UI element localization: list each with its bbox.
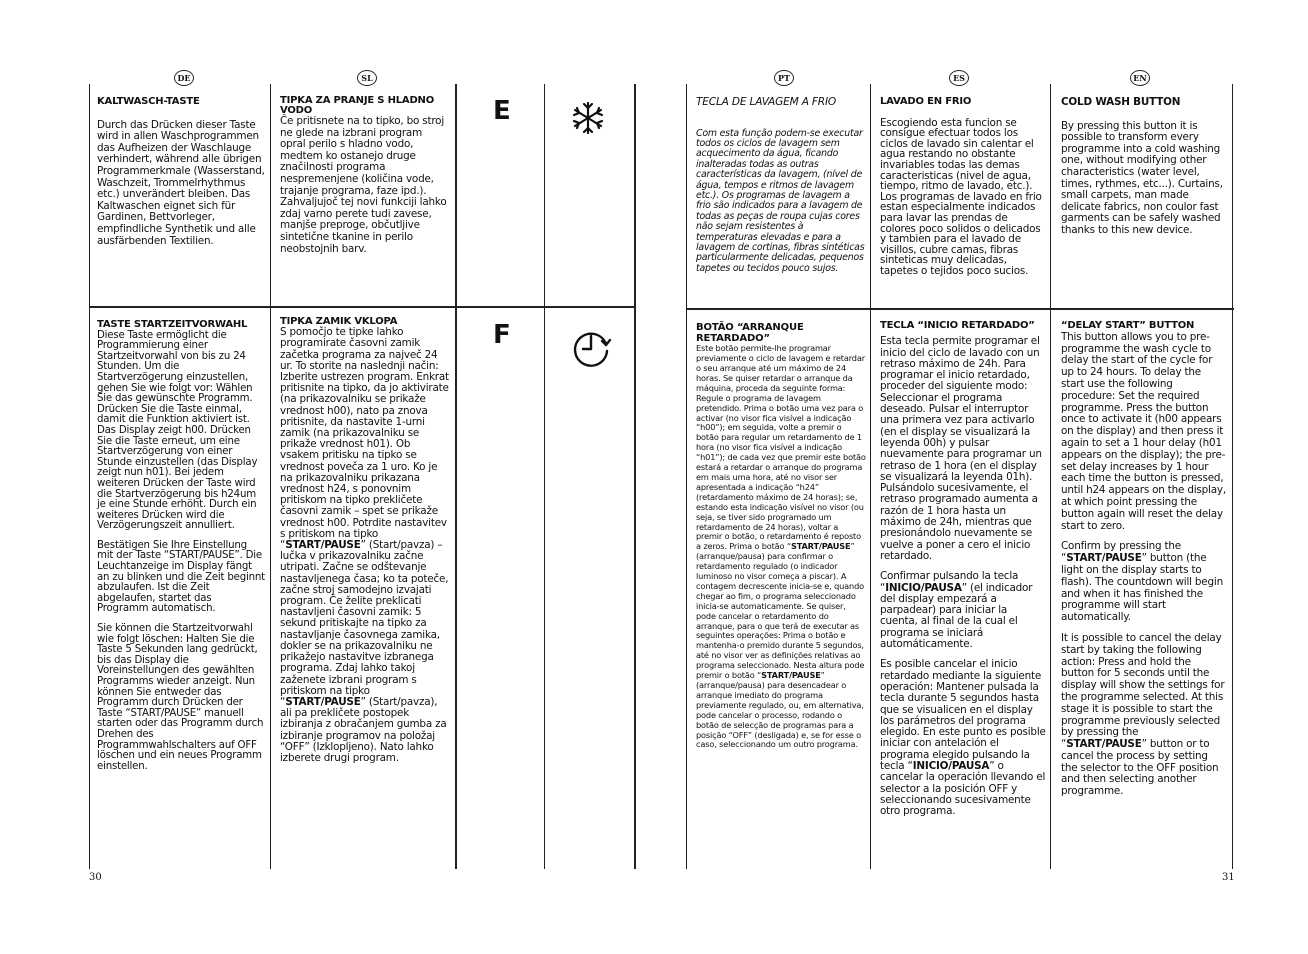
- de-delay-title: TASTE STARTZEITVORWAHL: [97, 319, 248, 330]
- sl-delay-text-c: ” (Start/pavza), ali pa prekličete postopek izbiranja z obračanjem gumba za izbiranje programov na položaj “OFF” (Izklopljeno). Nato lahko izberete drugi program.: [280, 695, 447, 764]
- pt-delay-text-a: Este botão permite-lhe programar previamente o ciclo de lavagem e retardar o seu arranque até um máximo de 24 horas. Se quiser retardar o arranque da máquina, proceda da seguinte forma: Regule o programa de lavagem pretendido. Prima o botão uma vez para o activar (no visor fica visível a indicação “h00”); em seguida, volte a premir o botão para regular um retardamento de 1 hora (no visor fica visível a indicação “h01”); de cada vez que premir este botão estará a retardar o arranque do programa em mais uma hora, até no visor ser apresentada a indicação “h24” (retardamento máximo de 24 horas); se, estando esta indicação visível no visor (ou seja, se tiver sido programado um retardamento de 24 horas), voltar a premir o botão, o retardamento é reposto a zeros. Prima o botão “: [696, 343, 866, 552]
- lang-badge-pt: PT: [774, 70, 794, 86]
- pt-start-pause-2: START/PAUSE: [761, 670, 821, 681]
- sl-cold-section: [280, 96, 450, 264]
- es-delay-p3: [880, 659, 1046, 817]
- pt-delay-text-c: ” (arranque/pausa) para desencadear o arranque imediato do programa previamente regulado, ou, em alternativa, pode cancelar o processo, rodando o botão de selecção de programas para a posição “OFF” (desligada) e, se for esse o caso, seleccionando um outro programa.: [696, 670, 864, 750]
- lang-badge-de: DE: [174, 70, 194, 86]
- column-divider: [270, 84, 271, 869]
- en-delay-p3-b: ” button or to cancel the process by setting the selector to the OFF position and then selecting another programme.: [1061, 738, 1219, 798]
- es-delay-section: [880, 320, 1046, 826]
- en-cold-body: By pressing this button it is possible to transform every programme into a cold washing one, without modifying other characteristics (water level, times, rythmes, etc...). Curtains, small carpets, man made delicate fabrics, non coulor fast garments can be safely washed thanks to this new device.: [1061, 119, 1223, 236]
- en-delay-section: [1061, 320, 1227, 807]
- en-cold-title: COLD WASH BUTTON: [1061, 96, 1181, 108]
- pt-cold-section: [696, 97, 866, 283]
- column-divider: [870, 84, 871, 869]
- lang-badge-sl: SL: [357, 70, 377, 86]
- column-divider: [89, 84, 90, 869]
- sl-delay-section: [280, 316, 450, 773]
- pt-delay-body: [696, 344, 866, 750]
- column-divider: [1232, 84, 1233, 869]
- row-divider: [89, 306, 636, 308]
- es-cold-body: Escogiendo esta funcion se consigue efectuar todos los ciclos de lavado sin calentar el agua restando no obstante invariables todas las demas caracteristicas (nivel de agua, tiempo, ritmo de lavado, etc.). Los programas de lavado en frio estan especialmente indicados para lavar las prendas de colores poco solidos o delicados y tambien para el lavado de visillos, cubre camas, fibras sinteticas muy delicadas, tapetes o tejidos poco sucios.: [880, 116, 1042, 277]
- sl-cold-title: TIPKA ZA PRANJE S HLADNO VODO: [280, 95, 435, 116]
- de-cold-title: KALTWASCH-TASTE: [97, 96, 200, 107]
- en-delay-p3-a: It is possible to cancel the delay start by taking the following action: Press and hold the button for 5 seconds until the display will show the settings for the programme selected. At this stage it is possible to start the programme previously selected by pressing the “: [1061, 631, 1225, 751]
- es-delay-title: TECLA “INICIO RETARDADO”: [880, 320, 1035, 331]
- es-delay-p3-a: Es posible cancelar el inicio retardado mediante la siguiente operación: Mantener pulsada la tecla durante 5 segundos hasta que se visualicen en el display los parámetros del programa elegido. En este punto es posible iniciar con antelación el programa elegido pulsando la tecla “: [880, 658, 1046, 772]
- page-number-right: 31: [1222, 872, 1235, 883]
- en-delay-title: “DELAY START” BUTTON: [1061, 320, 1195, 331]
- en-delay-p2: [1061, 541, 1227, 624]
- sl-delay-text-b: ” (Start/pavza) – lučka v prikazovalniku začne utripati. Začne se odštevanje nastavljenega časa; ko ta poteče, začne stroj samodejno izvajati program. Če želite preklicati nastavljeni časovni zamik: 5 sekund pritiskajte na tipko za nastavljanje časovnega zamika, dokler se na prikazovalniku ne prikažejo nastavitve izbranega programa. Zdaj lahko takoj zaženete izbrani program s pritiskom na tipko “: [280, 539, 449, 708]
- column-divider: [634, 84, 636, 869]
- section-letter-f: F: [493, 320, 511, 350]
- page-number-left: 30: [89, 872, 102, 883]
- column-divider: [686, 84, 687, 869]
- es-delay-p3-b: ” o cancelar la operación llevando el selector a la posición OFF y seleccionando sucesivamente otro programa.: [880, 759, 1046, 818]
- es-delay-p1: Esta tecla permite programar el inicio del ciclo de lavado con un retraso máximo de 24h. Para programar el inicio retardado, proceder del siguiente modo: Seleccionar el programa deseado. Pulsar el interruptor una primera vez para activarlo (en el display se visualizará la leyenda 00h) y pulsar nuevamente para programar un retraso de 1 hora (en el display se visualizará la leyenda 01h). Pulsándolo sucesivamente, el retraso programado aumenta a razón de 1 hora hasta un máximo de 24h, mientras que presionándolo nuevamente se vuelve a poner a cero el inicio retardado.: [880, 335, 1042, 562]
- en-delay-p2-b: ” button (the light on the display starts to flash). The countdown will begin and when it has finished the programme will start automatically.: [1061, 552, 1223, 624]
- pt-delay-section: [696, 323, 866, 759]
- en-start-pause-1: START/PAUSE: [1066, 552, 1142, 565]
- pt-cold-body: Com esta função podem-se executar todos os ciclos de lavagem sem acquecimento da água, ficando inalteradas todas as outras características da lavagem, (nível de água, tempos e ritmos de lavagem etc.). Os programas de lavagem a frio são indicados para a lavagem de todas as peças de roupa cujas cores não sejam resistentes à temperaturas elevadas e para a lavagem de cortinas, fibras sintéticas particularmente delicadas, pequenos tapetes ou tecidos pouco sujos.: [696, 127, 865, 274]
- sl-delay-title: TIPKA ZAMIK VKLOPA: [280, 316, 398, 327]
- de-cold-section: [97, 96, 265, 256]
- es-cold-title: LAVADO EN FRIO: [880, 96, 972, 107]
- lang-badge-es: ES: [949, 70, 969, 86]
- en-start-pause-2: START/PAUSE: [1066, 738, 1142, 751]
- column-divider: [544, 84, 545, 869]
- en-delay-p1: This button allows you to pre-programme the wash cycle to delay the start of the cycle for up to 24 hours. To delay the start use the following procedure: Set the required programme. Press the button once to activate it (h00 appears on the display) and then press it again to set a 1 hour delay (h01 appears on the display); the pre-set delay increases by 1 hour each time the button is pressed, until h24 appears on the display, at which point pressing the button again will reset the delay start to zero.: [1061, 330, 1226, 532]
- pt-start-pause-1: START/PAUSE: [790, 541, 851, 552]
- es-delay-p2-a: Confirmar pulsando la tecla “: [880, 570, 1019, 594]
- es-inicio-pausa-1: INICIO/PAUSA: [885, 581, 962, 594]
- sl-delay-text-a: S pomočjo te tipke lahko programirate časovni zamik začetka programa za največ 24 ur. To storite na naslednji način: Izberite ustrezen program. Enkrat pritisnite na tipko, da jo aktivirate (na prikazovalniku se prikaže vrednost h00), nato pa znova pritisnite, da nastavite 1-urni zamik (na prikazovalniku se prikaže vrednost h01). Ob vsakem pritisku na tipko se vrednost poveča za 1 uro. Ko je na prikazovalniku prikazana vrednost h24, s ponovnim pritiskom na tipko prekličete časovni zamik – spet se prikaže vrednost h00. Potrdite nastavitev s pritiskom na tipko “: [280, 326, 449, 552]
- sl-start-pause-1: START/PAUSE: [285, 539, 361, 552]
- row-divider: [686, 308, 1234, 310]
- en-cold-section: [1061, 97, 1227, 246]
- delay-timer-icon: [570, 326, 612, 368]
- pt-cold-title: TECLA DE LAVAGEM A FRIO: [696, 96, 837, 108]
- en-delay-p3: [1061, 633, 1227, 798]
- es-inicio-pausa-2: INICIO/PAUSA: [912, 759, 990, 772]
- lang-badge-en: EN: [1130, 70, 1150, 86]
- sl-start-pause-2: START/PAUSE: [285, 695, 361, 708]
- section-letter-e: E: [493, 96, 511, 126]
- en-delay-p2-a: Confirm by pressing the “: [1061, 540, 1181, 565]
- column-divider: [1050, 84, 1051, 869]
- sl-cold-body: Če pritisnete na to tipko, bo stroj ne glede na izbrani program opral perilo s hladno vodo, medtem ko ostanejo druge značilnosti programa nespremenjene (količina vode, trajanje programa, faze ipd.). Zahvaljujoč tej novi funkciji lahko zdaj varno perete tudi zavese, manjše preproge, občutljive sintetične tkanine in perilo neobstojnih barv.: [280, 115, 447, 255]
- es-delay-p2: [880, 571, 1046, 650]
- column-divider: [455, 84, 457, 869]
- es-cold-section: [880, 96, 1046, 286]
- snowflake-icon: [572, 101, 604, 135]
- de-delay-p2: Bestätigen Sie Ihre Einstellung mit der Taste “START/PAUSE”. Die Leuchtanzeige im Display fängt an zu blinken und die Zeit beginnt abzulaufen. Ist die Zeit abgelaufen, startet das Programm automatisch.: [97, 539, 265, 615]
- de-delay-p1: Diese Taste ermöglicht die Programmierung einer Startzeitvorwahl von bis zu 24 Stunden. Um die Startverzögerung einzustellen, gehen Sie wie folgt vor: Wählen Sie das gewünschte Programm. Drücken Sie die Taste einmal, damit die Funktion aktiviert ist. Das Display zeigt h00. Drücken Sie die Taste erneut, um eine Startverzögerung von einer Stunde einzustellen (das Display zeigt nun h01). Bei jedem weiteren Drücken der Taste wird die Startverzögerung bis h24um je eine Stunde erhöht. Durch ein weiteres Drücken wird die Verzögerungszeit annulliert.: [97, 329, 258, 532]
- de-cold-body: Durch das Drücken dieser Taste wird in allen Waschprogrammen das Aufheizen der Waschlauge verhindert, während alle übrigen Programmerkmale (Wasserstand, Waschzeit, Trommelrhythmus etc.) unverändert bleiben. Das Kaltwaschen eignet sich für Gardinen, Bettvorleger, empfindliche Synthetik und alle ausfärbenden Textilien.: [97, 118, 265, 247]
- de-delay-p3: Sie können die Startzeitvorwahl wie folgt löschen: Halten Sie die Taste 5 Sekunden lang gedrückt, bis das Display die Voreinstellungen des gewählten Programms wieder anzeigt. Nun können Sie entweder das Programm durch Drücken der Taste “START/PAUSE” manuell starten oder das Programm durch Drehen des Programmwahlschalters auf OFF löschen und ein neues Programm einstellen.: [97, 623, 264, 772]
- sl-delay-body: [280, 327, 450, 764]
- es-delay-p2-b: ” (el indicador del display empezará a parpadear) para iniciar la cuenta, al final de la cual el programa se iniciará automáticamente.: [880, 581, 1033, 651]
- de-delay-section: [97, 320, 265, 781]
- pt-delay-title: BOTÃO “ARRANQUE RETARDADO”: [696, 322, 804, 344]
- pt-delay-text-b: ” (arranque/pausa) para confirmar o retardamento regulado (o indicador luminoso no visor começa a piscar). A contagem decrescente inicia-se e, quando chegar ao fim, o programa seleccionado inicia-se automaticamente. Se quiser, pode cancelar o retardamento do arranque, para o que terá de executar as seguintes operações: Prima o botão e mantenha-o premido durante 5 segundos, até no visor ver as definições relativas ao programa seleccionado. Nesta altura pode premir o botão “: [696, 541, 865, 681]
